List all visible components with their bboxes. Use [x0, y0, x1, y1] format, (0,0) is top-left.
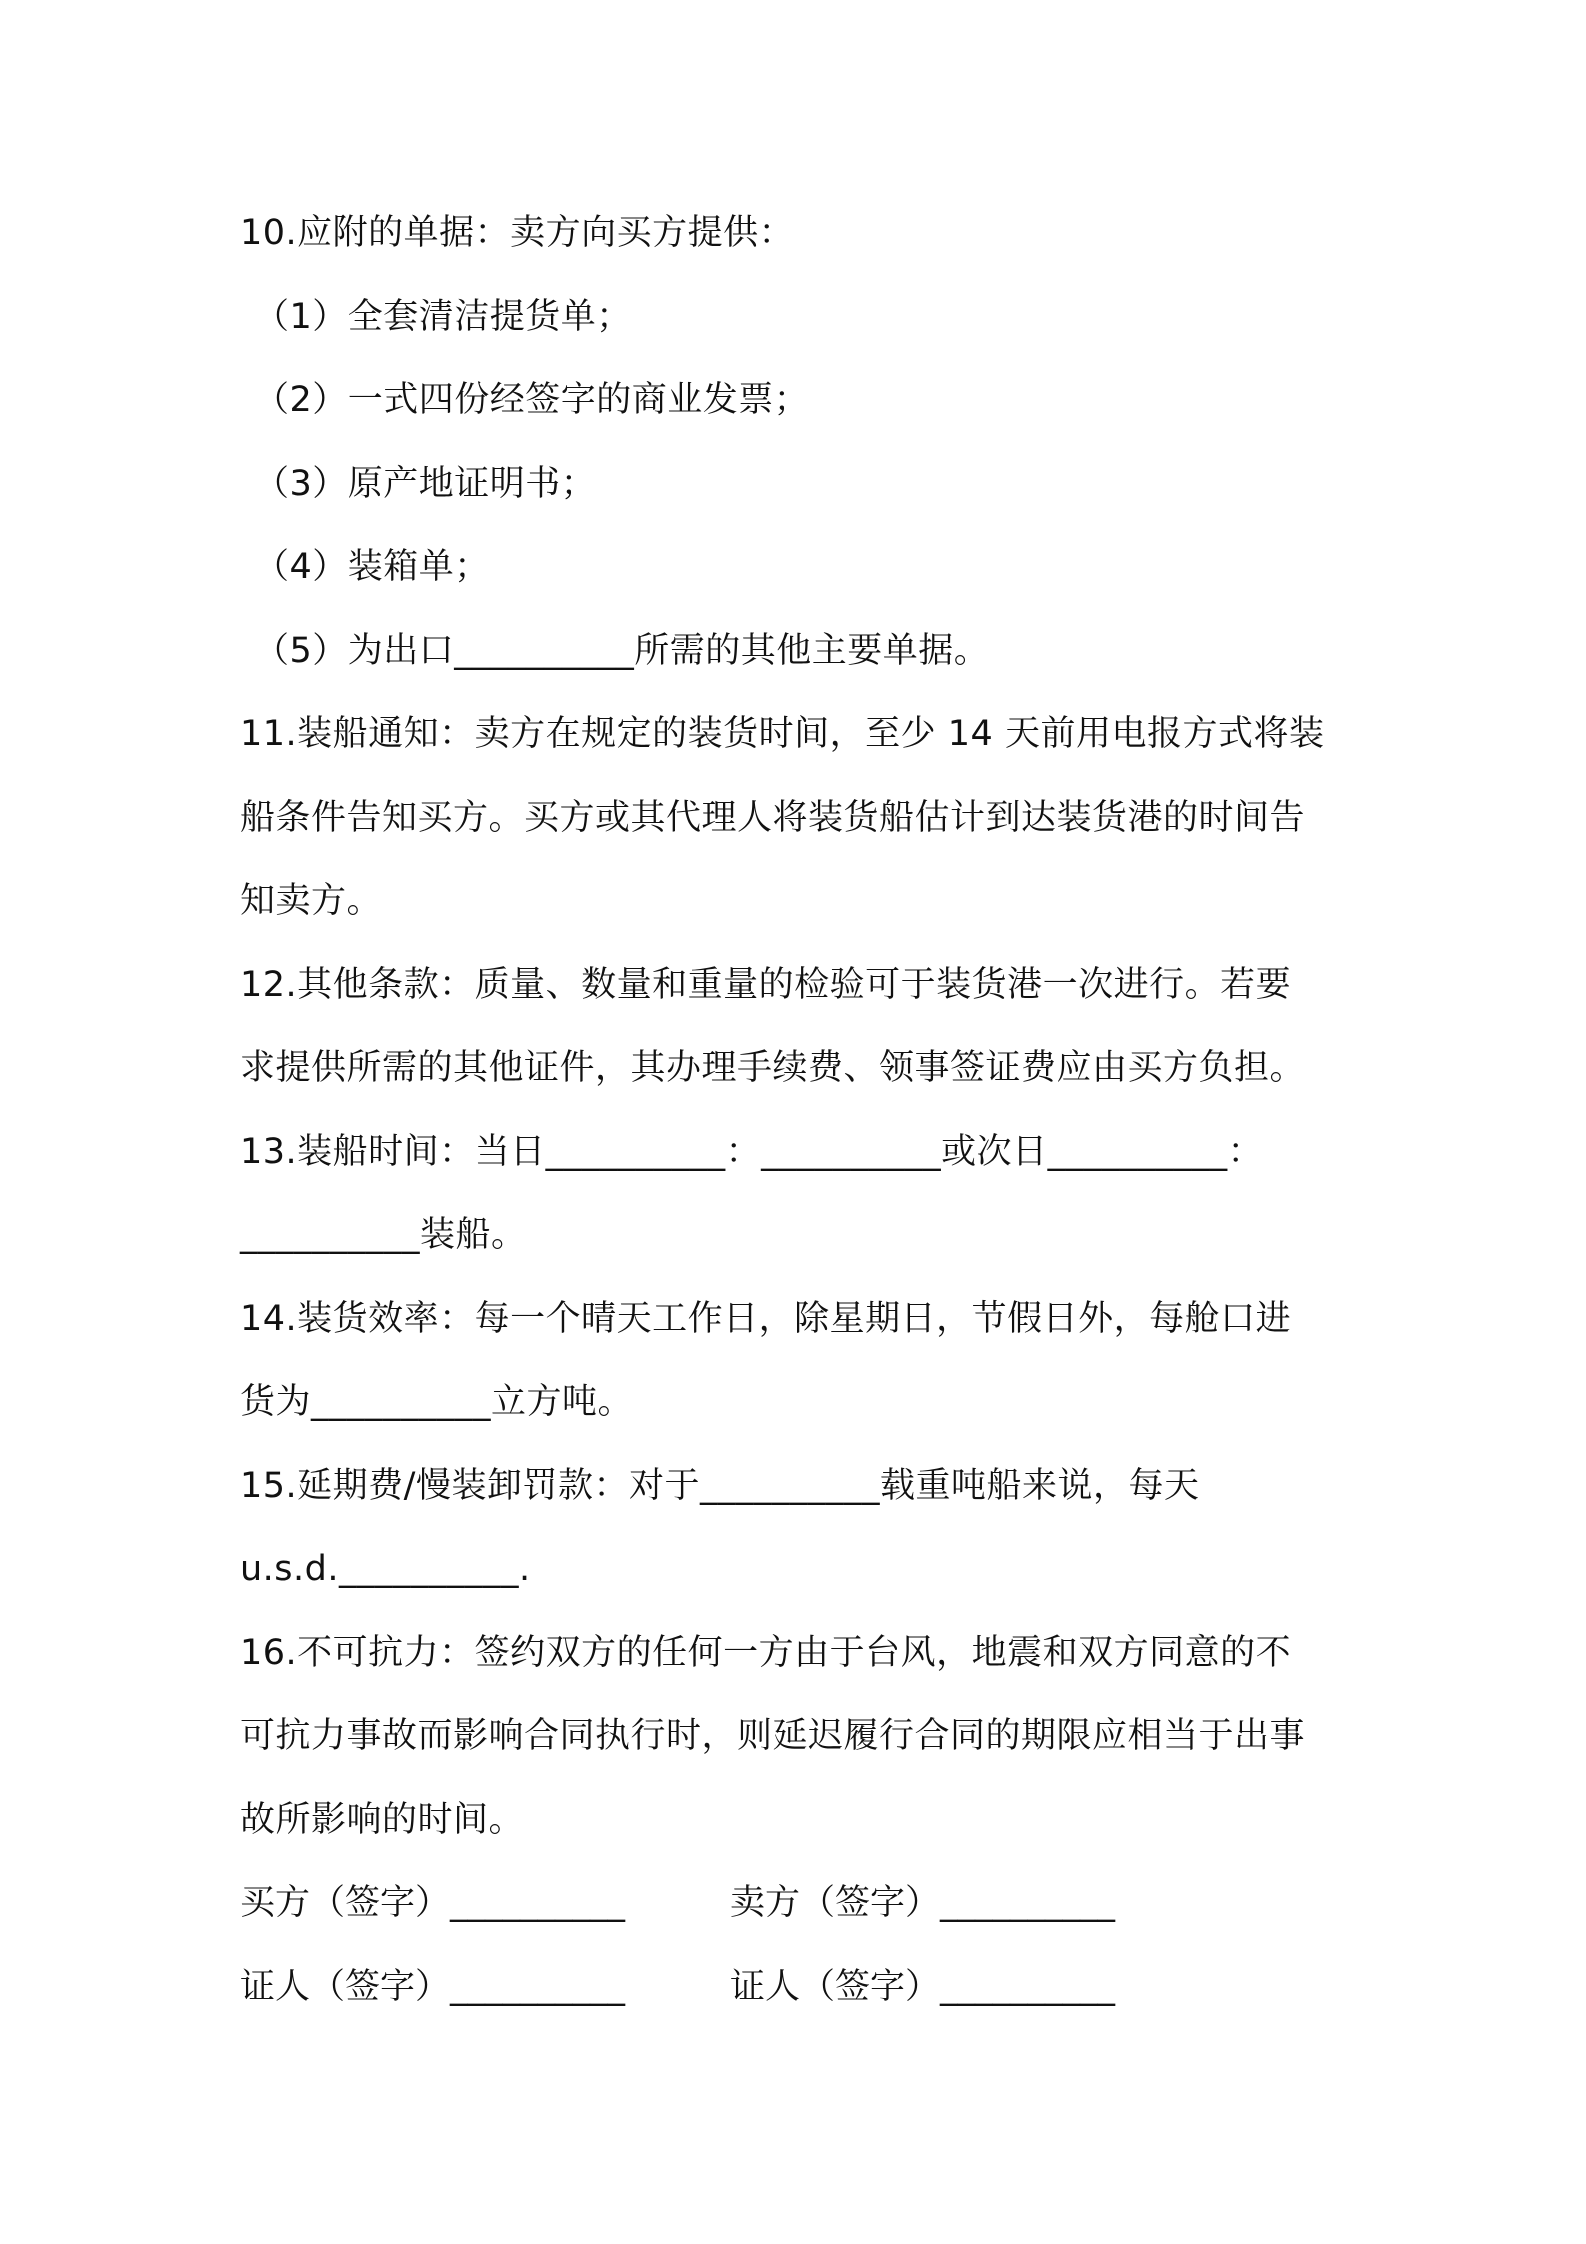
clause-10-item-5: （5）为出口__________所需的其他主要单据。: [254, 630, 990, 671]
witness-left-signature: 证人（签字）__________: [240, 1966, 626, 2007]
clause-10-heading: 10.应附的单据：卖方向买方提供：: [240, 213, 795, 253]
clause-10-item-1: （1）全套清洁提货单；: [254, 296, 632, 337]
clause-10-item-2: （2）一式四份经签字的商业发票；: [254, 380, 810, 420]
clause-11-line-2: 船条件告知买方。买方或其代理人将装货船估计到达装货港的时间告: [240, 797, 1306, 838]
clause-14-line-2: 货为__________立方吨。: [240, 1382, 634, 1422]
clause-12-line-1: 12.其他条款：质量、数量和重量的检验可于装货港一次进行。若要: [240, 964, 1292, 1005]
signature-row-witnesses: [240, 1946, 1360, 2030]
clause-14-line-1: 14.装货效率：每一个晴天工作日，除星期日，节假日外，每舱口进: [240, 1298, 1292, 1339]
document-body: [240, 192, 1360, 2029]
clause-16-line-1: 16.不可抗力：签约双方的任何一方由于台风，地震和双方同意的不: [240, 1632, 1292, 1673]
buyer-signature: 买方（签字）__________: [240, 1883, 626, 1923]
clause-12-line-2: 求提供所需的其他证件，其办理手续费、领事签证费应由买方负担。: [240, 1048, 1306, 1088]
clause-15-line-2: u.s.d.__________.: [240, 1549, 531, 1589]
clause-16-line-2: 可抗力事故而影响合同执行时，则延迟履行合同的期限应相当于出事: [240, 1716, 1306, 1756]
clause-13-line-1: 13.装船时间：当日__________：__________或次日__________：: [240, 1131, 1264, 1172]
clause-13-line-2: __________装船。: [240, 1215, 527, 1255]
clause-10-item-3: （3）原产地证明书；: [254, 463, 597, 504]
clause-16-line-3: 故所影响的时间。: [240, 1799, 525, 1840]
clause-11-line-1: 11.装船通知：卖方在规定的装货时间，至少 14 天前用电报方式将装: [240, 714, 1325, 754]
clause-15-line-1: 15.延期费/慢装卸罚款：对于__________载重吨船来说，每天: [240, 1465, 1200, 1506]
seller-signature: 卖方（签字）__________: [730, 1883, 1116, 1923]
clause-10-item-4: （4）装箱单；: [254, 547, 490, 587]
witness-right-signature: 证人（签字）__________: [730, 1966, 1116, 2007]
clause-11-line-3: 知卖方。: [240, 881, 383, 921]
signature-row-parties: [240, 1862, 1360, 1946]
